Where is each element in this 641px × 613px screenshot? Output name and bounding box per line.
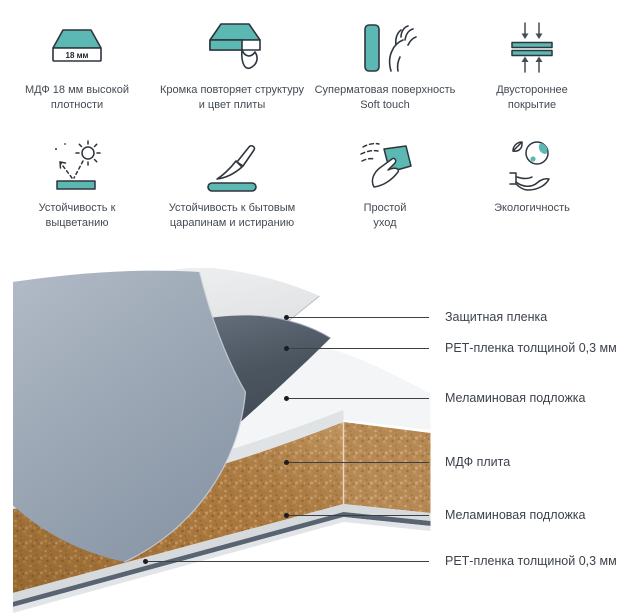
soft-touch-icon [353,20,417,74]
leader-line [285,398,429,399]
eco-icon [500,138,564,192]
features-grid [0,0,641,268]
layer-label-pet-film-top: РЕТ-пленка толщиной 0,3 мм [445,341,617,355]
feature-item [143,20,321,113]
leader-dot [284,315,289,320]
layer-label-protective-film: Защитная пленка [445,310,548,324]
feature-label: МДФ 18 мм высокой плотности [25,84,129,111]
feature-label: Кромка повторяет структуру и цвет плиты [160,84,304,111]
edge-match-icon [200,20,264,74]
layer-label-melamine-top: Меламиновая подложка [445,391,586,405]
feature-label: Экологичность [494,202,570,214]
leader-line [144,561,429,562]
feature-label: Устойчивость к бытовым царапинам и истиранию [168,202,296,229]
feature-label: Двустороннее покрытие [496,84,568,111]
leader-line [285,462,429,463]
layers-diagram [0,268,641,613]
scratch-resistance-icon [200,138,264,192]
feature-item [443,20,621,113]
feature-label: Суперматовая поверхность Soft touch [314,84,456,111]
leader-line [285,317,429,318]
leader-line [285,515,429,516]
feature-label: Устойчивость к выцветанию [38,202,116,229]
feature-item [0,138,166,231]
mdf-18mm-icon [45,20,109,74]
leader-line [285,348,429,349]
feature-item [0,20,166,113]
thickness-badge: 18 мм [65,51,89,60]
leader-dot [143,559,148,564]
layer-label-mdf-core: МДФ плита [445,455,511,469]
feature-item [443,138,621,216]
fade-resistance-icon [45,138,109,192]
double-coating-icon [500,20,564,74]
feature-label: Простой уход [363,202,407,229]
leader-dot [284,396,289,401]
layer-label-pet-film-bottom: РЕТ-пленка толщиной 0,3 мм [445,554,617,568]
easy-care-icon [353,138,417,192]
feature-item [143,138,321,231]
layer-label-melamine-bottom: Меламиновая подложка [445,508,586,522]
leader-dot [284,513,289,518]
leader-dot [284,346,289,351]
leader-dot [284,460,289,465]
